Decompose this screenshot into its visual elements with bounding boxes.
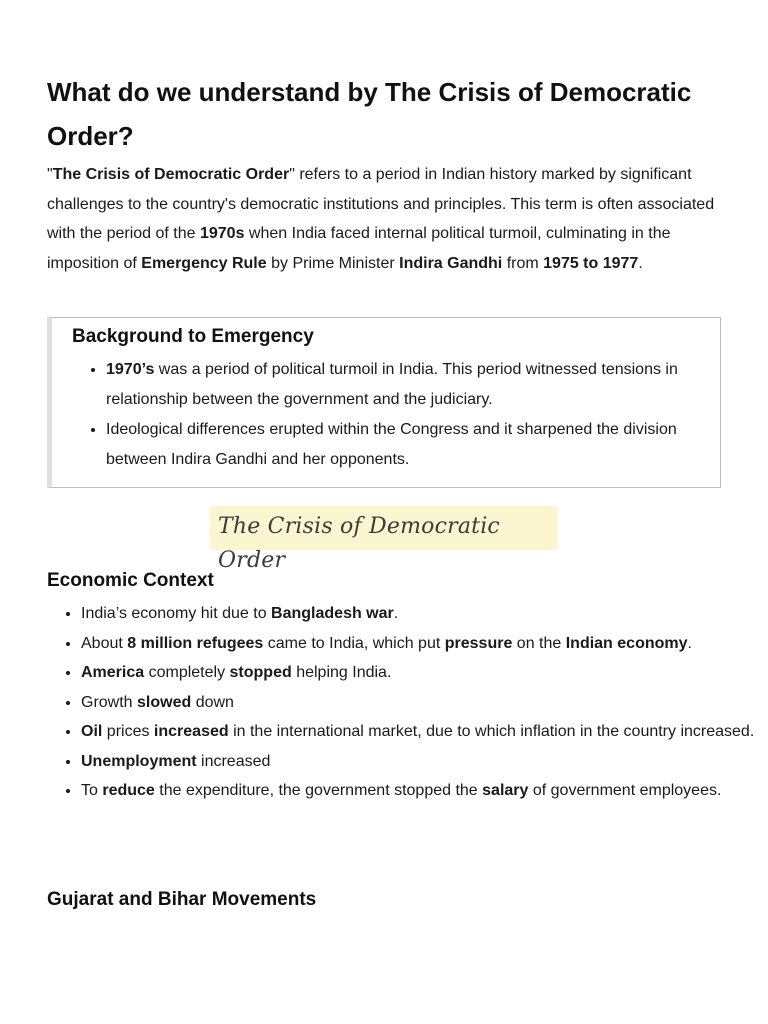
list-item [81,629,768,659]
list-item [81,717,768,747]
intro-bold: Emergency Rule [141,254,267,272]
list-item-text: on the [512,634,566,652]
economic-heading: Economic Context [47,570,214,591]
list-item-text: prices [102,723,154,740]
list-item-bold: slowed [137,693,192,711]
list-item-bold: Oil [81,723,103,740]
list-item-bold: America [81,664,145,681]
intro-bold: Indira Gandhi [399,254,503,272]
list-item-text: in the international market, due to which inflation in the country increased. [228,723,755,740]
list-item-bold: increased [153,723,229,740]
list-item [106,355,736,415]
intro-bold: 1975 to 1977 [543,254,639,272]
banner-text: The Crisis of Democratic Order [218,514,500,573]
background-heading: Background to Emergency [72,326,314,347]
background-list [72,355,736,475]
list-item [81,688,768,718]
list-item-text: India’s economy hit due to [81,605,272,622]
list-item-text: the expenditure, the government stopped the [154,782,483,799]
intro-text: by Prime Minister [266,254,400,272]
intro-bold: 1970s [199,225,245,242]
page-title: What do we understand by The Crisis of Democratic Order? [47,77,692,151]
intro-text: . [638,254,643,272]
list-item [81,599,768,629]
list-item-bold: Bangladesh war [271,605,394,622]
list-item-text: helping India. [291,664,392,681]
list-item-bold: pressure [444,634,513,652]
list-item [81,747,768,777]
list-item-text: To [81,782,103,799]
list-item-bold: 8 million refugees [127,634,264,652]
list-item [81,658,768,688]
list-item-text: was a period of political turmoil in India. This period witnessed tensions in relationship between the government and the judiciary. [106,361,678,408]
list-item-text: About [81,634,128,652]
list-item-bold: reduce [102,782,155,799]
intro-text: when India faced internal political turmoil, culminating in the imposition of [47,225,671,272]
intro-text: " refers to a period in Indian history marked by significant challenges to the country's democratic institutions and principles. This term is often associated with the period of the [47,166,715,242]
intro-bold: The Crisis of Democratic Order [52,166,290,183]
intro-text: from [502,254,544,272]
list-item-bold: salary [482,782,529,799]
list-item-text: increased [196,752,271,770]
list-item-text: completely [144,664,230,681]
gujarat-bihar-heading: Gujarat and Bihar Movements [47,889,317,910]
list-item-text: . [687,634,692,652]
list-item [81,776,768,806]
list-item-text: of government employees. [528,782,722,799]
list-item-text: Ideological differences erupted within the Congress and it sharpened the division between Indira Gandhi and her opponents. [106,421,677,468]
list-item-text: . [393,605,399,622]
list-item [106,415,736,475]
list-item-text: came to India, which put [263,634,445,652]
list-item-bold: Unemployment [81,752,197,770]
list-item-bold: stopped [229,664,292,681]
background-box [47,317,721,488]
title-banner-image [210,506,558,573]
list-item-bold: Indian economy [565,634,688,652]
list-item-text: Growth [81,693,138,711]
list-item-bold: 1970’s [106,361,155,378]
intro-text: " [47,166,53,183]
intro-paragraph [47,160,727,278]
list-item-text: down [191,693,234,711]
economic-list [47,599,768,806]
